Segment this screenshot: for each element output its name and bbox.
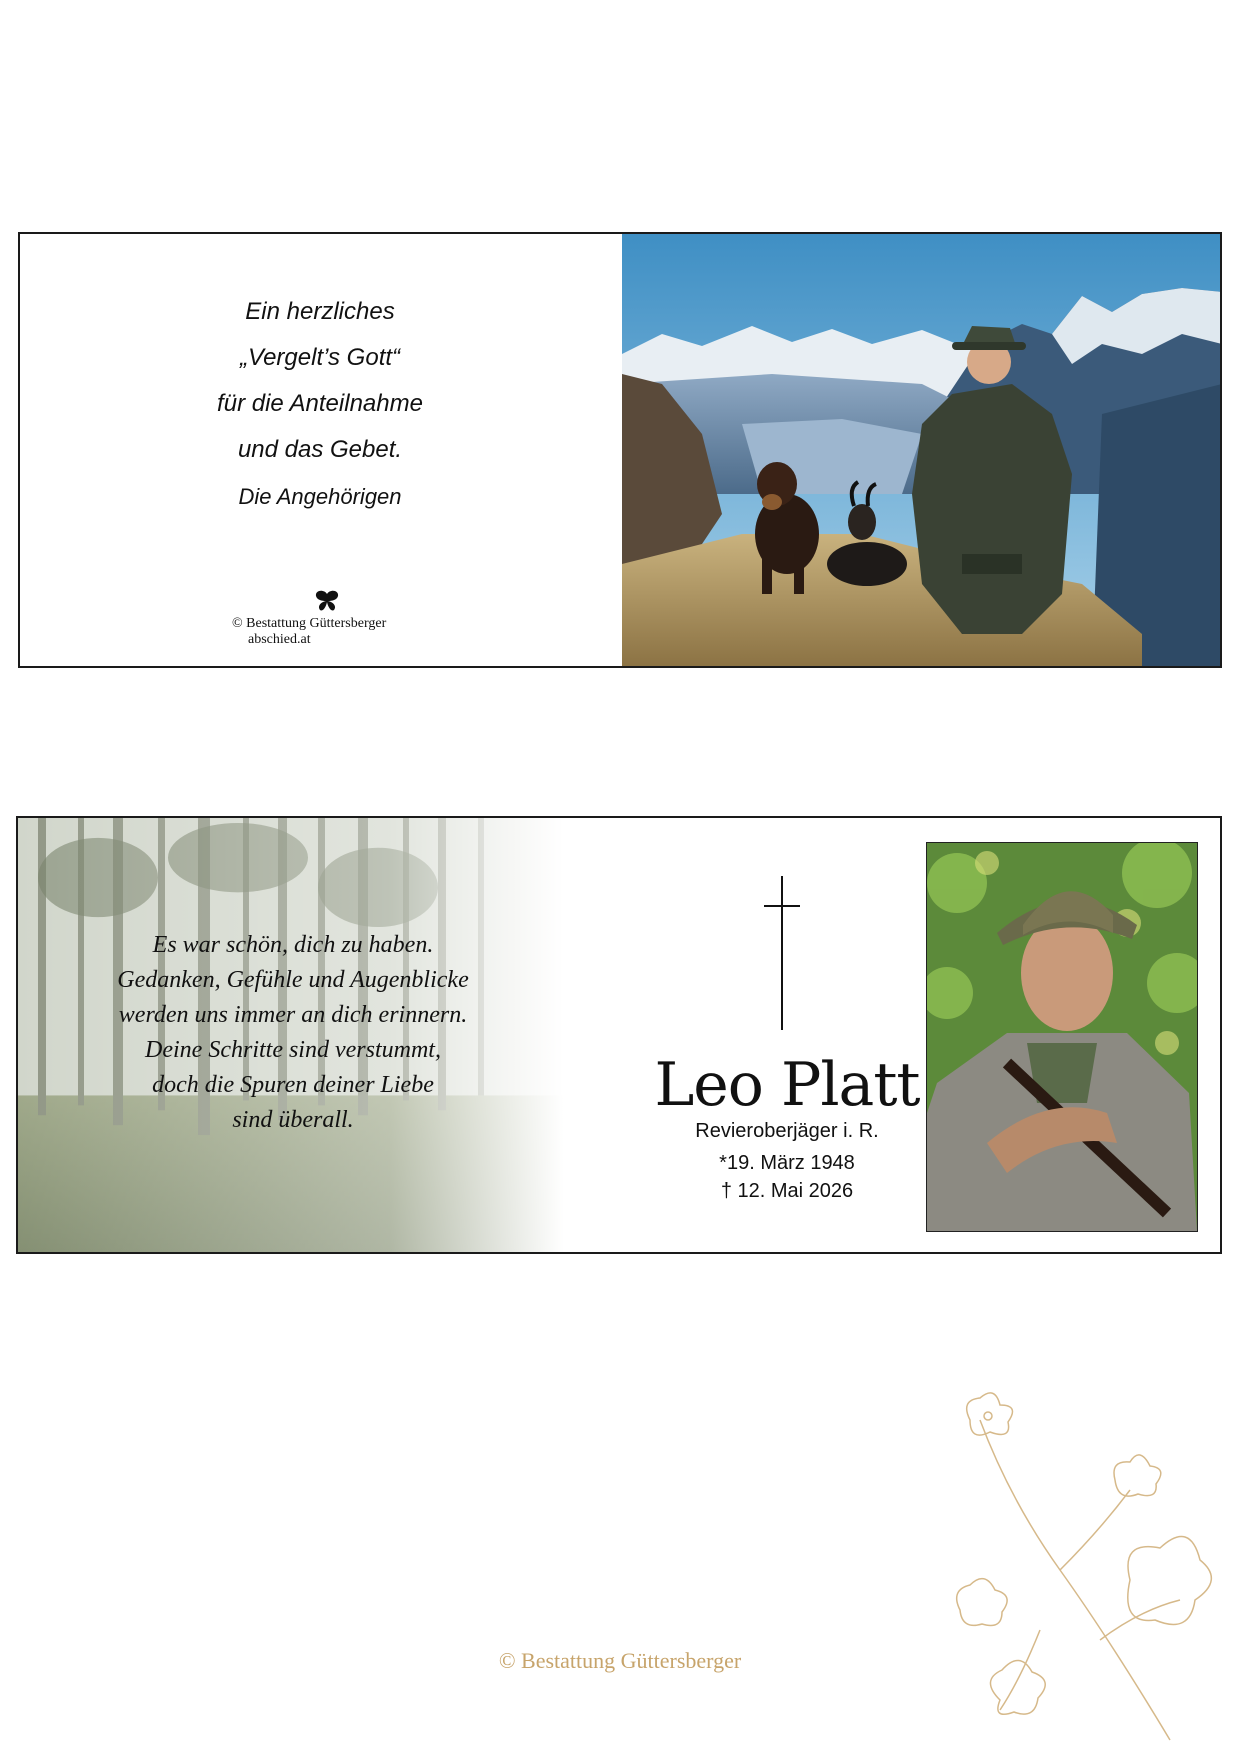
hunter-mountain-photo [622,234,1222,666]
poem-line: sind überall. [232,1107,354,1133]
birth-date: *19. März 1948 [719,1152,855,1174]
poem-line: Gedanken, Gefühle und Augenblicke [117,967,469,993]
signature: Die Angehörigen [238,484,402,509]
cross-icon [764,876,800,1030]
thank-you-card [18,232,1222,668]
poem-line: doch die Spuren deiner Liebe [152,1072,434,1098]
thank-you-line-3: für die Anteilnahme [217,390,423,417]
deceased-title: Revieroberjäger i. R. [695,1120,879,1142]
deceased-name: Leo Platt [654,1050,920,1120]
thank-you-line-2: „Vergelt’s Gott“ [239,344,401,371]
portrait-photo [926,842,1198,1232]
poem-line: Deine Schritte sind verstummt, [145,1037,441,1063]
credit-website: abschied.at [248,632,311,647]
poem-line: Es war schön, dich zu haben. [152,932,434,958]
thank-you-text-panel [20,234,620,666]
thank-you-line-4: und das Gebet. [237,436,403,463]
butterfly-icon [314,590,340,612]
death-date: † 12. Mai 2026 [720,1180,854,1202]
floral-ornament [940,1380,1220,1750]
funeral-home-credit [232,616,386,648]
poem-line: werden uns immer an dich erinnern. [118,1002,468,1028]
thank-you-line-1: Ein herzliches [245,298,395,325]
memorial-card [16,816,1222,1254]
credit-line: © Bestattung Güttersberger [232,616,387,631]
footer-credit: © Bestattung Güttersberger [498,1648,742,1673]
memorial-poem [78,928,508,1138]
